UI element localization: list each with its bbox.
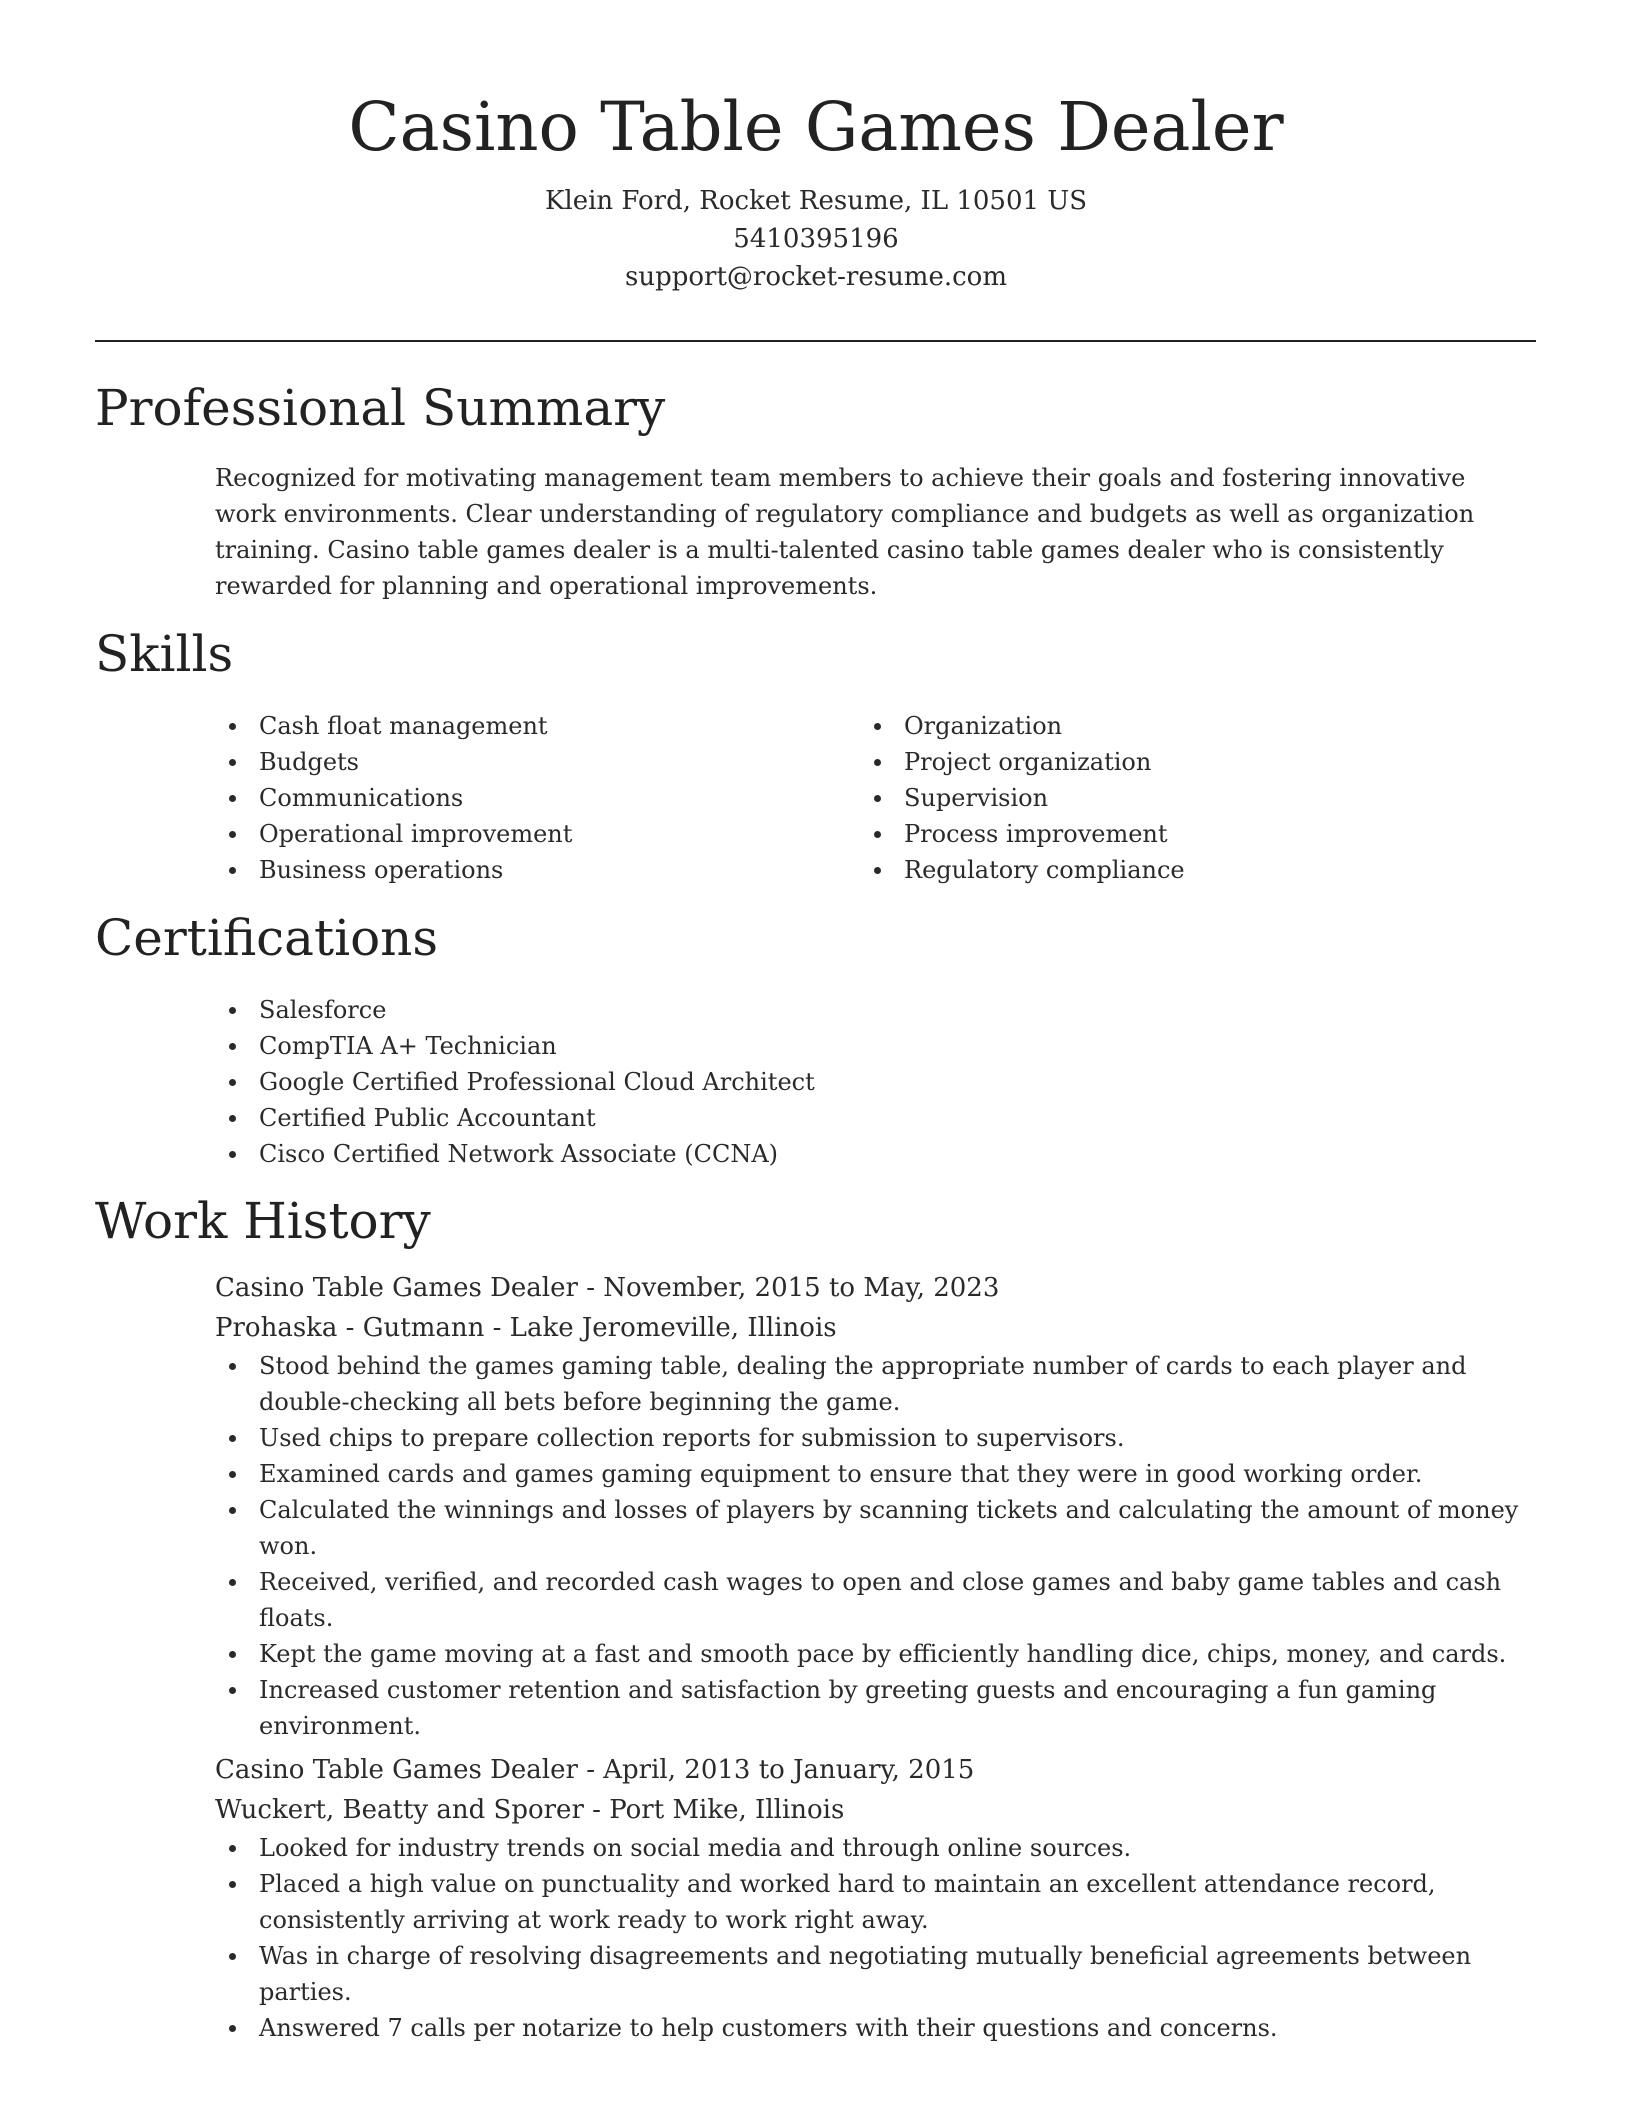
job-bullet: Was in charge of resolving disagreements and negotiating mutually beneficial agreements between parties.: [215, 1938, 1535, 2010]
job-company-line: Wuckert, Beatty and Sporer - Port Mike, Illinois: [215, 1795, 845, 1825]
resume-name: Casino Table Games Dealer: [348, 88, 1284, 166]
work-history-heading: Work History: [95, 1192, 431, 1250]
job-title-line: Casino Table Games Dealer - November, 2015 to May, 2023: [215, 1273, 1000, 1303]
skill-item: Operational improvement: [215, 816, 815, 852]
job-bullet: Used chips to prepare collection reports for submission to supervisors.: [215, 1420, 1535, 1456]
job-bullet: Examined cards and games gaming equipment to ensure that they were in good working order.: [215, 1456, 1535, 1492]
job-title: Casino Table Games Dealer: [215, 1755, 578, 1785]
skill-item: Budgets: [215, 744, 815, 780]
job-bullet: Placed a high value on punctuality and worked hard to maintain an excellent attendance record, consistently arriving at work ready to work right away.: [215, 1866, 1535, 1938]
summary-text: Recognized for motivating management team members to achieve their goals and fostering innovative work environments. Clear understanding of regulatory compliance and budgets as well as organization training. Casino table games dealer is a multi-talented casino table games dealer who is consistently rewarded for planning and operational improvements.: [215, 464, 1475, 600]
job-bullet: Received, verified, and recorded cash wages to open and close games and baby game tables and cash floats.: [215, 1564, 1535, 1636]
skill-item: Cash float management: [215, 708, 815, 744]
job-bullet: Stood behind the games gaming table, dealing the appropriate number of cards to each player and double-checking all bets before beginning the game.: [215, 1348, 1535, 1420]
job-location: Lake Jeromeville, Illinois: [509, 1313, 837, 1343]
resume-header: [0, 82, 1632, 296]
job-title: Casino Table Games Dealer: [215, 1273, 578, 1303]
certifications-heading: Certifications: [95, 909, 439, 967]
job-bullet: Increased customer retention and satisfaction by greeting guests and encouraging a fun gaming environment.: [215, 1672, 1535, 1744]
skills-list-left: [215, 708, 815, 888]
job-bullets: [215, 1348, 1535, 1744]
header-divider: [95, 340, 1536, 342]
job-bullet: Answered 7 calls per notarize to help customers with their questions and concerns.: [215, 2010, 1535, 2046]
skill-item: Supervision: [860, 780, 1460, 816]
contact-email: support@rocket-resume.com: [624, 262, 1007, 292]
skills-heading: Skills: [95, 625, 234, 683]
certifications-list: [215, 992, 815, 1172]
contact-phone: 5410395196: [733, 224, 899, 254]
skill-item: Process improvement: [860, 816, 1460, 852]
job-bullet: Looked for industry trends on social media and through online sources.: [215, 1830, 1535, 1866]
job-location: Port Mike, Illinois: [609, 1795, 845, 1825]
skill-item: Project organization: [860, 744, 1460, 780]
skill-item: Business operations: [215, 852, 815, 888]
job-title-line: Casino Table Games Dealer - April, 2013 to January, 2015: [215, 1755, 975, 1785]
certification-item: Salesforce: [215, 992, 815, 1028]
job-bullets: [215, 1830, 1535, 2046]
certification-item: Cisco Certified Network Associate (CCNA): [215, 1136, 815, 1172]
job-dates: November, 2015 to May, 2023: [603, 1273, 1000, 1303]
skill-item: Organization: [860, 708, 1460, 744]
certification-item: Certified Public Accountant: [215, 1100, 815, 1136]
job-dates: April, 2013 to January, 2015: [603, 1755, 975, 1785]
certification-item: CompTIA A+ Technician: [215, 1028, 815, 1064]
job-company-line: Prohaska - Gutmann - Lake Jeromeville, Illinois: [215, 1313, 837, 1343]
job-entry: [215, 1750, 1535, 2046]
job-bullet: Calculated the winnings and losses of players by scanning tickets and calculating the amount of money won.: [215, 1492, 1535, 1564]
job-entry: [215, 1268, 1535, 1744]
skill-item: Communications: [215, 780, 815, 816]
skills-list-right: [860, 708, 1460, 888]
skill-item: Regulatory compliance: [860, 852, 1460, 888]
job-bullet: Kept the game moving at a fast and smooth pace by efficiently handling dice, chips, money, and cards.: [215, 1636, 1535, 1672]
job-company: Prohaska - Gutmann: [215, 1313, 485, 1343]
contact-address: Klein Ford, Rocket Resume, IL 10501 US: [544, 186, 1088, 216]
job-company: Wuckert, Beatty and Sporer: [215, 1795, 584, 1825]
summary-heading: Professional Summary: [95, 379, 666, 437]
certification-item: Google Certified Professional Cloud Architect: [215, 1064, 815, 1100]
